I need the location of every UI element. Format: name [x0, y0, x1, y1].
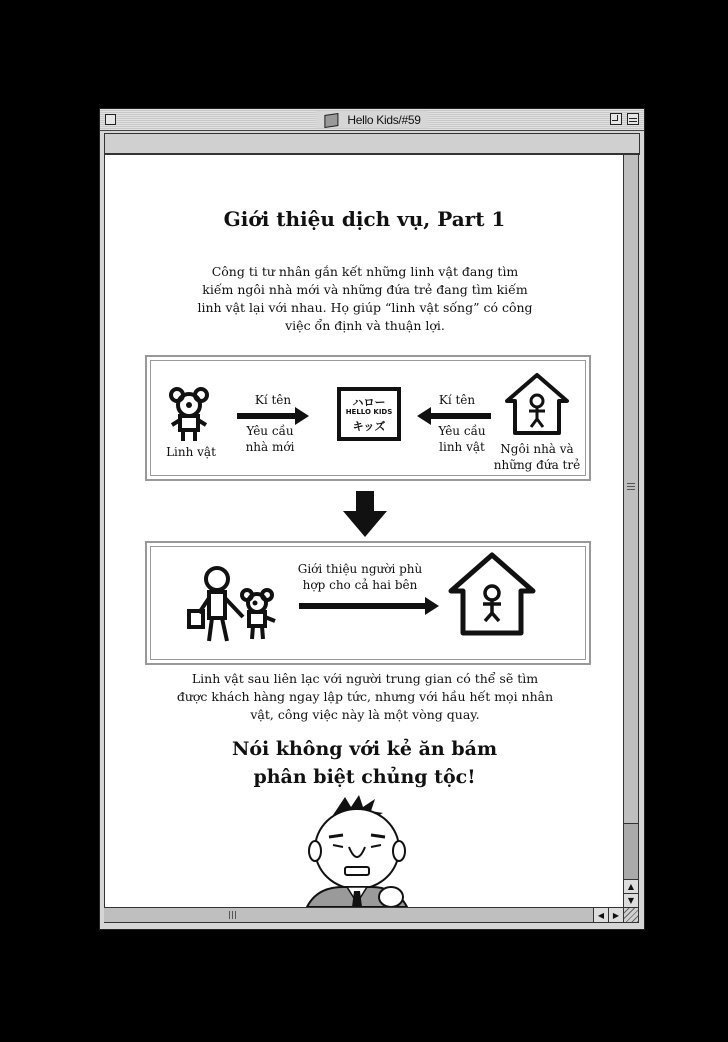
outro-text: Linh vật sau liên lạc với người trung gian có thể sẽ tìm được khách hàng ngay lập tức, nhưng với hầu hết mọi nhân vật, công việc này là một vòng quay.: [176, 671, 554, 722]
label-home-children: Ngôi nhà và những đứa trẻ: [493, 442, 581, 472]
scroll-thumb-grip[interactable]: [627, 483, 635, 491]
scroll-down-button[interactable]: ▼: [624, 893, 638, 907]
document-content: [104, 155, 624, 907]
folder-icon: [323, 113, 339, 126]
toolbar: [104, 133, 640, 155]
down-arrow-icon: [343, 491, 387, 539]
old-man-character-image: [267, 795, 447, 907]
house-child-icon: [503, 371, 571, 437]
title-group: [315, 111, 428, 128]
app-window: [99, 108, 645, 930]
horizontal-scrollbar[interactable]: [104, 907, 623, 923]
slogan-line-2: phân biệt chủng tộc!: [253, 766, 476, 788]
arrow-right-icon: [237, 413, 297, 419]
intro-text: Công ti tư nhân gắn kết những linh vật đang tìm kiếm ngôi nhà mới và những đứa trẻ đang tìm kiếm linh vật lại với nhau. Họ giúp “linh vật sống” có công việc ổn định và thuận lợi.: [197, 264, 533, 333]
hello-kids-logo: [337, 387, 401, 441]
mascot-bear-icon: [169, 387, 209, 443]
slogan-line-1: Nói không với kẻ ăn bám: [231, 738, 498, 760]
collapse-button[interactable]: [627, 113, 639, 125]
label-request-home: Yêu cầu nhà mới: [245, 424, 295, 454]
label-sign-right: Kí tên: [438, 393, 476, 407]
title-bar[interactable]: [100, 109, 644, 131]
scroll-left-button[interactable]: ◀: [593, 908, 608, 922]
close-button[interactable]: [105, 114, 116, 125]
vertical-scrollbar[interactable]: [623, 155, 639, 907]
arrow-left-icon: [429, 413, 491, 419]
scroll-thumb[interactable]: [624, 823, 638, 880]
diagram-panel-2: [145, 541, 591, 665]
label-introduce: Giới thiệu người phù hợp cho cả hai bên: [297, 562, 423, 592]
house-child-icon: [447, 549, 537, 639]
window-title: Hello Kids/#59: [347, 112, 421, 127]
person-with-bear-icon: [187, 565, 287, 645]
diagram-panel-1: [145, 355, 591, 481]
label-mascot: Linh vật: [166, 445, 216, 459]
arrow-right-icon: [299, 603, 427, 609]
zoom-button[interactable]: [610, 113, 622, 125]
slogan: [105, 735, 624, 791]
label-sign-left: Kí tên: [254, 393, 292, 407]
scroll-right-button[interactable]: ▶: [608, 908, 623, 922]
logo-en: HELLO KIDS: [345, 408, 393, 416]
label-request-mascot: Yêu cầu linh vật: [438, 424, 486, 454]
logo-jp-bottom: キッズ: [352, 420, 386, 433]
page-title: Giới thiệu dịch vụ, Part 1: [223, 207, 506, 231]
hscroll-thumb-grip[interactable]: [229, 911, 237, 919]
scroll-up-button[interactable]: ▲: [624, 879, 638, 893]
logo-jp-top: ハロー: [352, 396, 386, 409]
resize-grip[interactable]: [623, 907, 639, 923]
